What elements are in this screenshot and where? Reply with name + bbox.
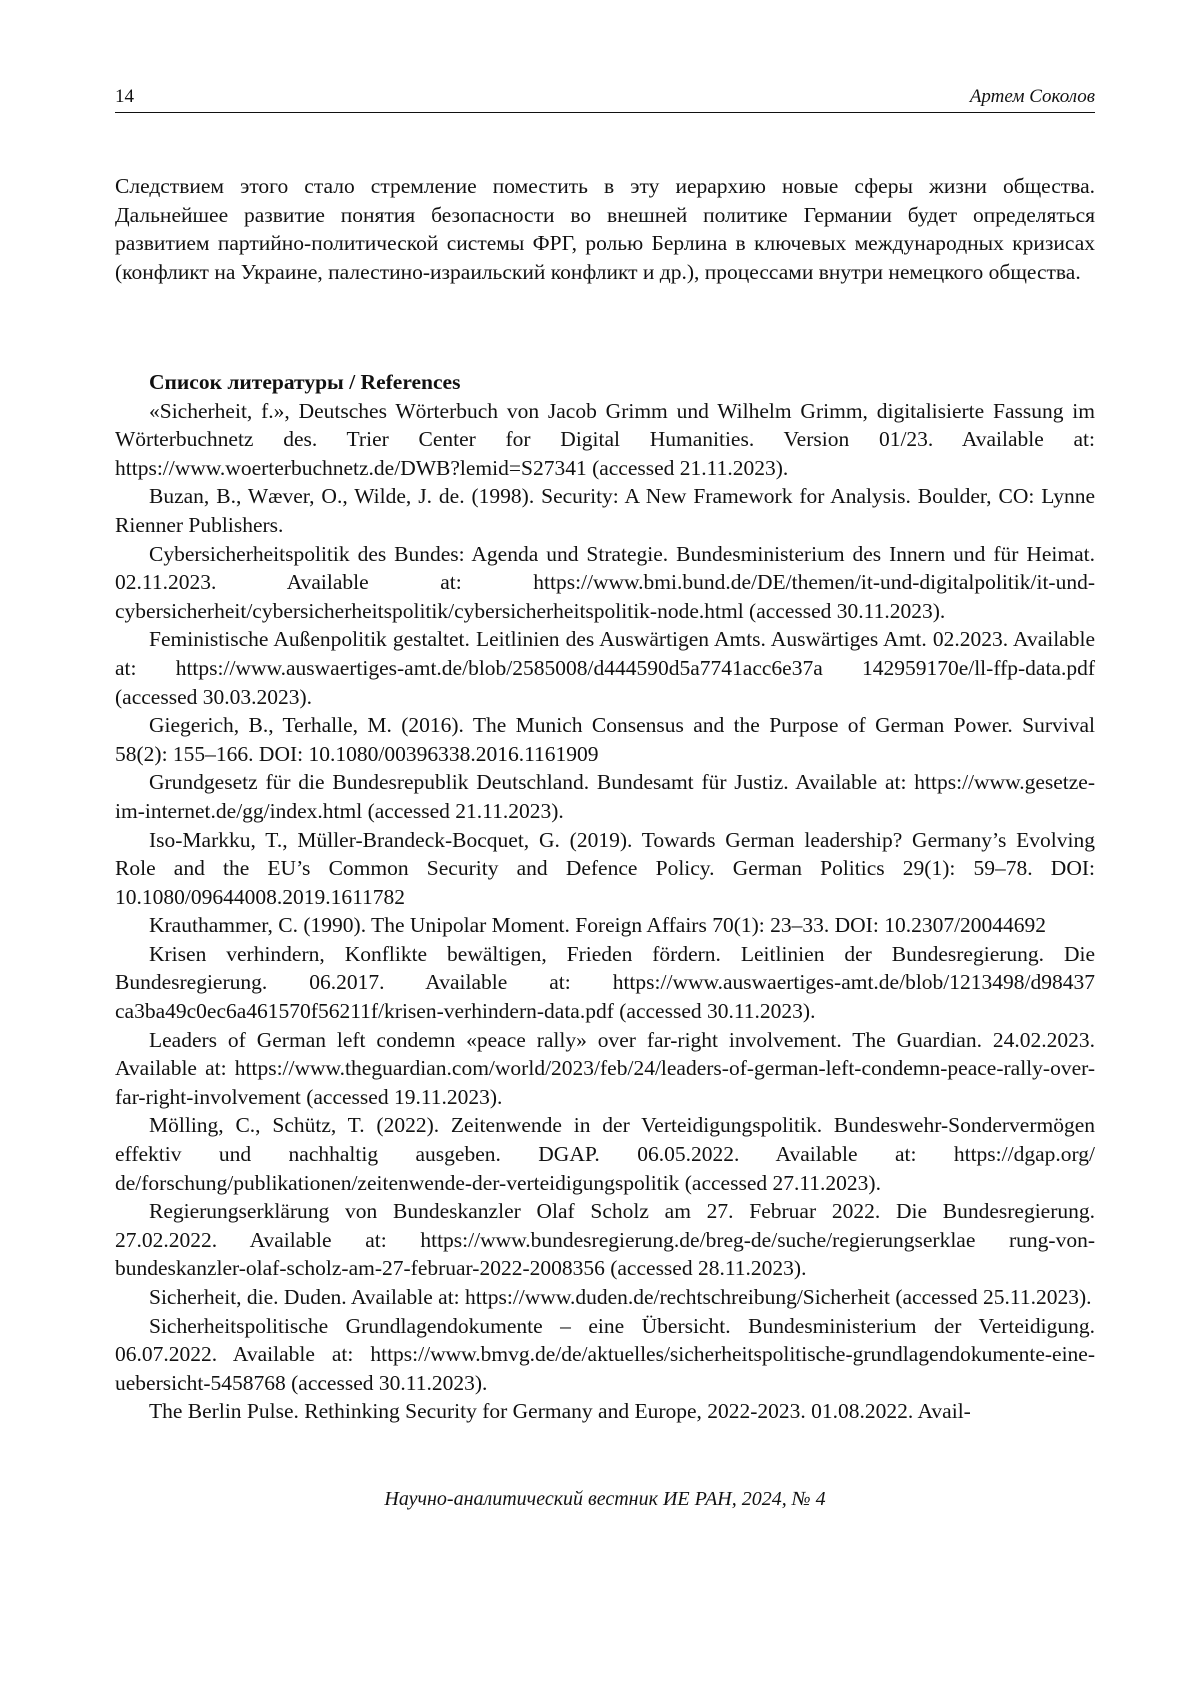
reference-entry: Sicherheitspolitische Grundlagendokumente – eine Übersicht. Bundesministerium der Verteidigung. 06.07.2022. Available at: https://www.bmvg.de/de/aktuelles/sicherheitspolitische-grundlagendokumente-eine-uebersicht-5458768 (accessed 30.11.2023). — [115, 1313, 1095, 1395]
reference-entry: Cybersicherheitspolitik des Bundes: Agenda und Strategie. Bundesministerium des Innern und für Heimat. 02.11.2023. Available at: https://www.bmi.bund.de/DE/themen/it-und-digitalpolitik/it-und-cybersicherheit/cybersicherheitspolitik/cybersicherheitspolitik-node.html (accessed 30.11.2023). — [115, 541, 1095, 623]
reference-entry: Krisen verhindern, Konflikte bewältigen, Frieden fördern. Leitlinien der Bundesregierung. Die Bundesregierung. 06.2017. Available at: https://www.auswaertiges-amt.de/blob/1213498/d98437 ca3ba49c0ec6a461570f56211f/krisen-verhindern-data.pdf (accessed 30.11.2023). — [115, 941, 1095, 1024]
reference-entry: Giegerich, B., Terhalle, M. (2016). The Munich Consensus and the Purpose of German Power. Survival 58(2): 155–166. DOI: 10.1080/00396338.2016.1161909 — [115, 713, 1095, 766]
running-header-author: Артем Соколов — [969, 86, 1095, 107]
reference-entry: The Berlin Pulse. Rethinking Security for Germany and Europe, 2022-2023. 01.08.2022. Avail- — [149, 1399, 971, 1424]
reference-entry: Leaders of German left condemn «peace rally» over far-right involvement. The Guardian. 24.02.2023. Available at: https://www.theguardian.com/world/2023/feb/24/leaders-of-german-left-condemn-peace-rally-over-far-right-involvement (accessed 19.11.2023). — [115, 1027, 1095, 1109]
page-number: 14 — [115, 86, 134, 107]
reference-entry: Krauthammer, C. (1990). The Unipolar Moment. Foreign Affairs 70(1): 23–33. DOI: 10.2307/20044692 — [149, 913, 1047, 938]
reference-entry: Regierungserklärung von Bundeskanzler Olaf Scholz am 27. Februar 2022. Die Bundesregierung. 27.02.2022. Available at: https://www.bundesregierung.de/breg-de/suche/regierungserklae rung-von-bundeskanzler-olaf-scholz-am-27-februar-2022-2008356 (accessed 28.11.2023). — [115, 1199, 1095, 1281]
reference-entry: «Sicherheit, f.», Deutsches Wörterbuch von Jacob Grimm und Wilhelm Grimm, digitalisierte Fassung im Wörterbuchnetz des. Trier Center for Digital Humanities. Version 01/23. Available at: https://www.woerterbuchnetz.de/DWB?lemid=S27341 (accessed 21.11.2023). — [115, 398, 1095, 480]
references-section — [115, 368, 1095, 1426]
reference-list — [115, 397, 1095, 1426]
reference-entry: Sicherheit, die. Duden. Available at: https://www.duden.de/rechtschreibung/Sicherheit (accessed 25.11.2023). — [149, 1285, 1092, 1309]
body-paragraph: Следствием этого стало стремление поместить в эту иерархию новые сферы жизни общества. Дальнейшее развитие понятия безопасности во внешней политике Германии будет определяться развитием партийно-политической системы ФРГ, ролью Берлина в ключевых международных кризисах (конфликт на Украине, палестино-израильский конфликт и др.), процессами внутри немецкого общества. — [115, 174, 1095, 284]
reference-entry: Grundgesetz für die Bundesrepublik Deutschland. Bundesamt für Justiz. Available at: https://www.gesetze-im-internet.de/gg/index.html (accessed 21.11.2023). — [115, 770, 1095, 823]
reference-entry: Iso-Markku, T., Müller-Brandeck-Bocquet, G. (2019). Towards German leadership? Germany’s Evolving Role and the EU’s Common Security and Defence Policy. German Politics 29(1): 59–78. DOI: 10.1080/09644008.2019.1611782 — [115, 827, 1095, 909]
reference-entry: Mölling, C., Schütz, T. (2022). Zeitenwende in der Verteidigungspolitik. Bundeswehr-Sondervermögen effektiv und nachhaltig ausgeben. DGAP. 06.05.2022. Available at: https://dgap.org/ de/forschung/publikationen/zeitenwende-der-verteidigungspolitik (accessed 27.11.2023). — [115, 1113, 1095, 1195]
reference-entry: Buzan, B., Wæver, O., Wilde, J. de. (1998). Security: A New Framework for Analysis. Boulder, CO: Lynne Rienner Publishers. — [115, 484, 1095, 537]
reference-entry: Feministische Außenpolitik gestaltet. Leitlinien des Auswärtigen Amts. Auswärtiges Amt. 02.2023. Available at: https://www.auswaertiges-amt.de/blob/2585008/d444590d5a7741acc6e37a 142959170e/ll-ffp-data.pdf (accessed 30.03.2023). — [115, 627, 1095, 709]
references-heading: Список литературы / References — [149, 370, 461, 394]
running-header — [115, 86, 1095, 113]
journal-footer: Научно-аналитический вестник ИЕ РАН, 2024, № 4 — [384, 1488, 826, 1510]
